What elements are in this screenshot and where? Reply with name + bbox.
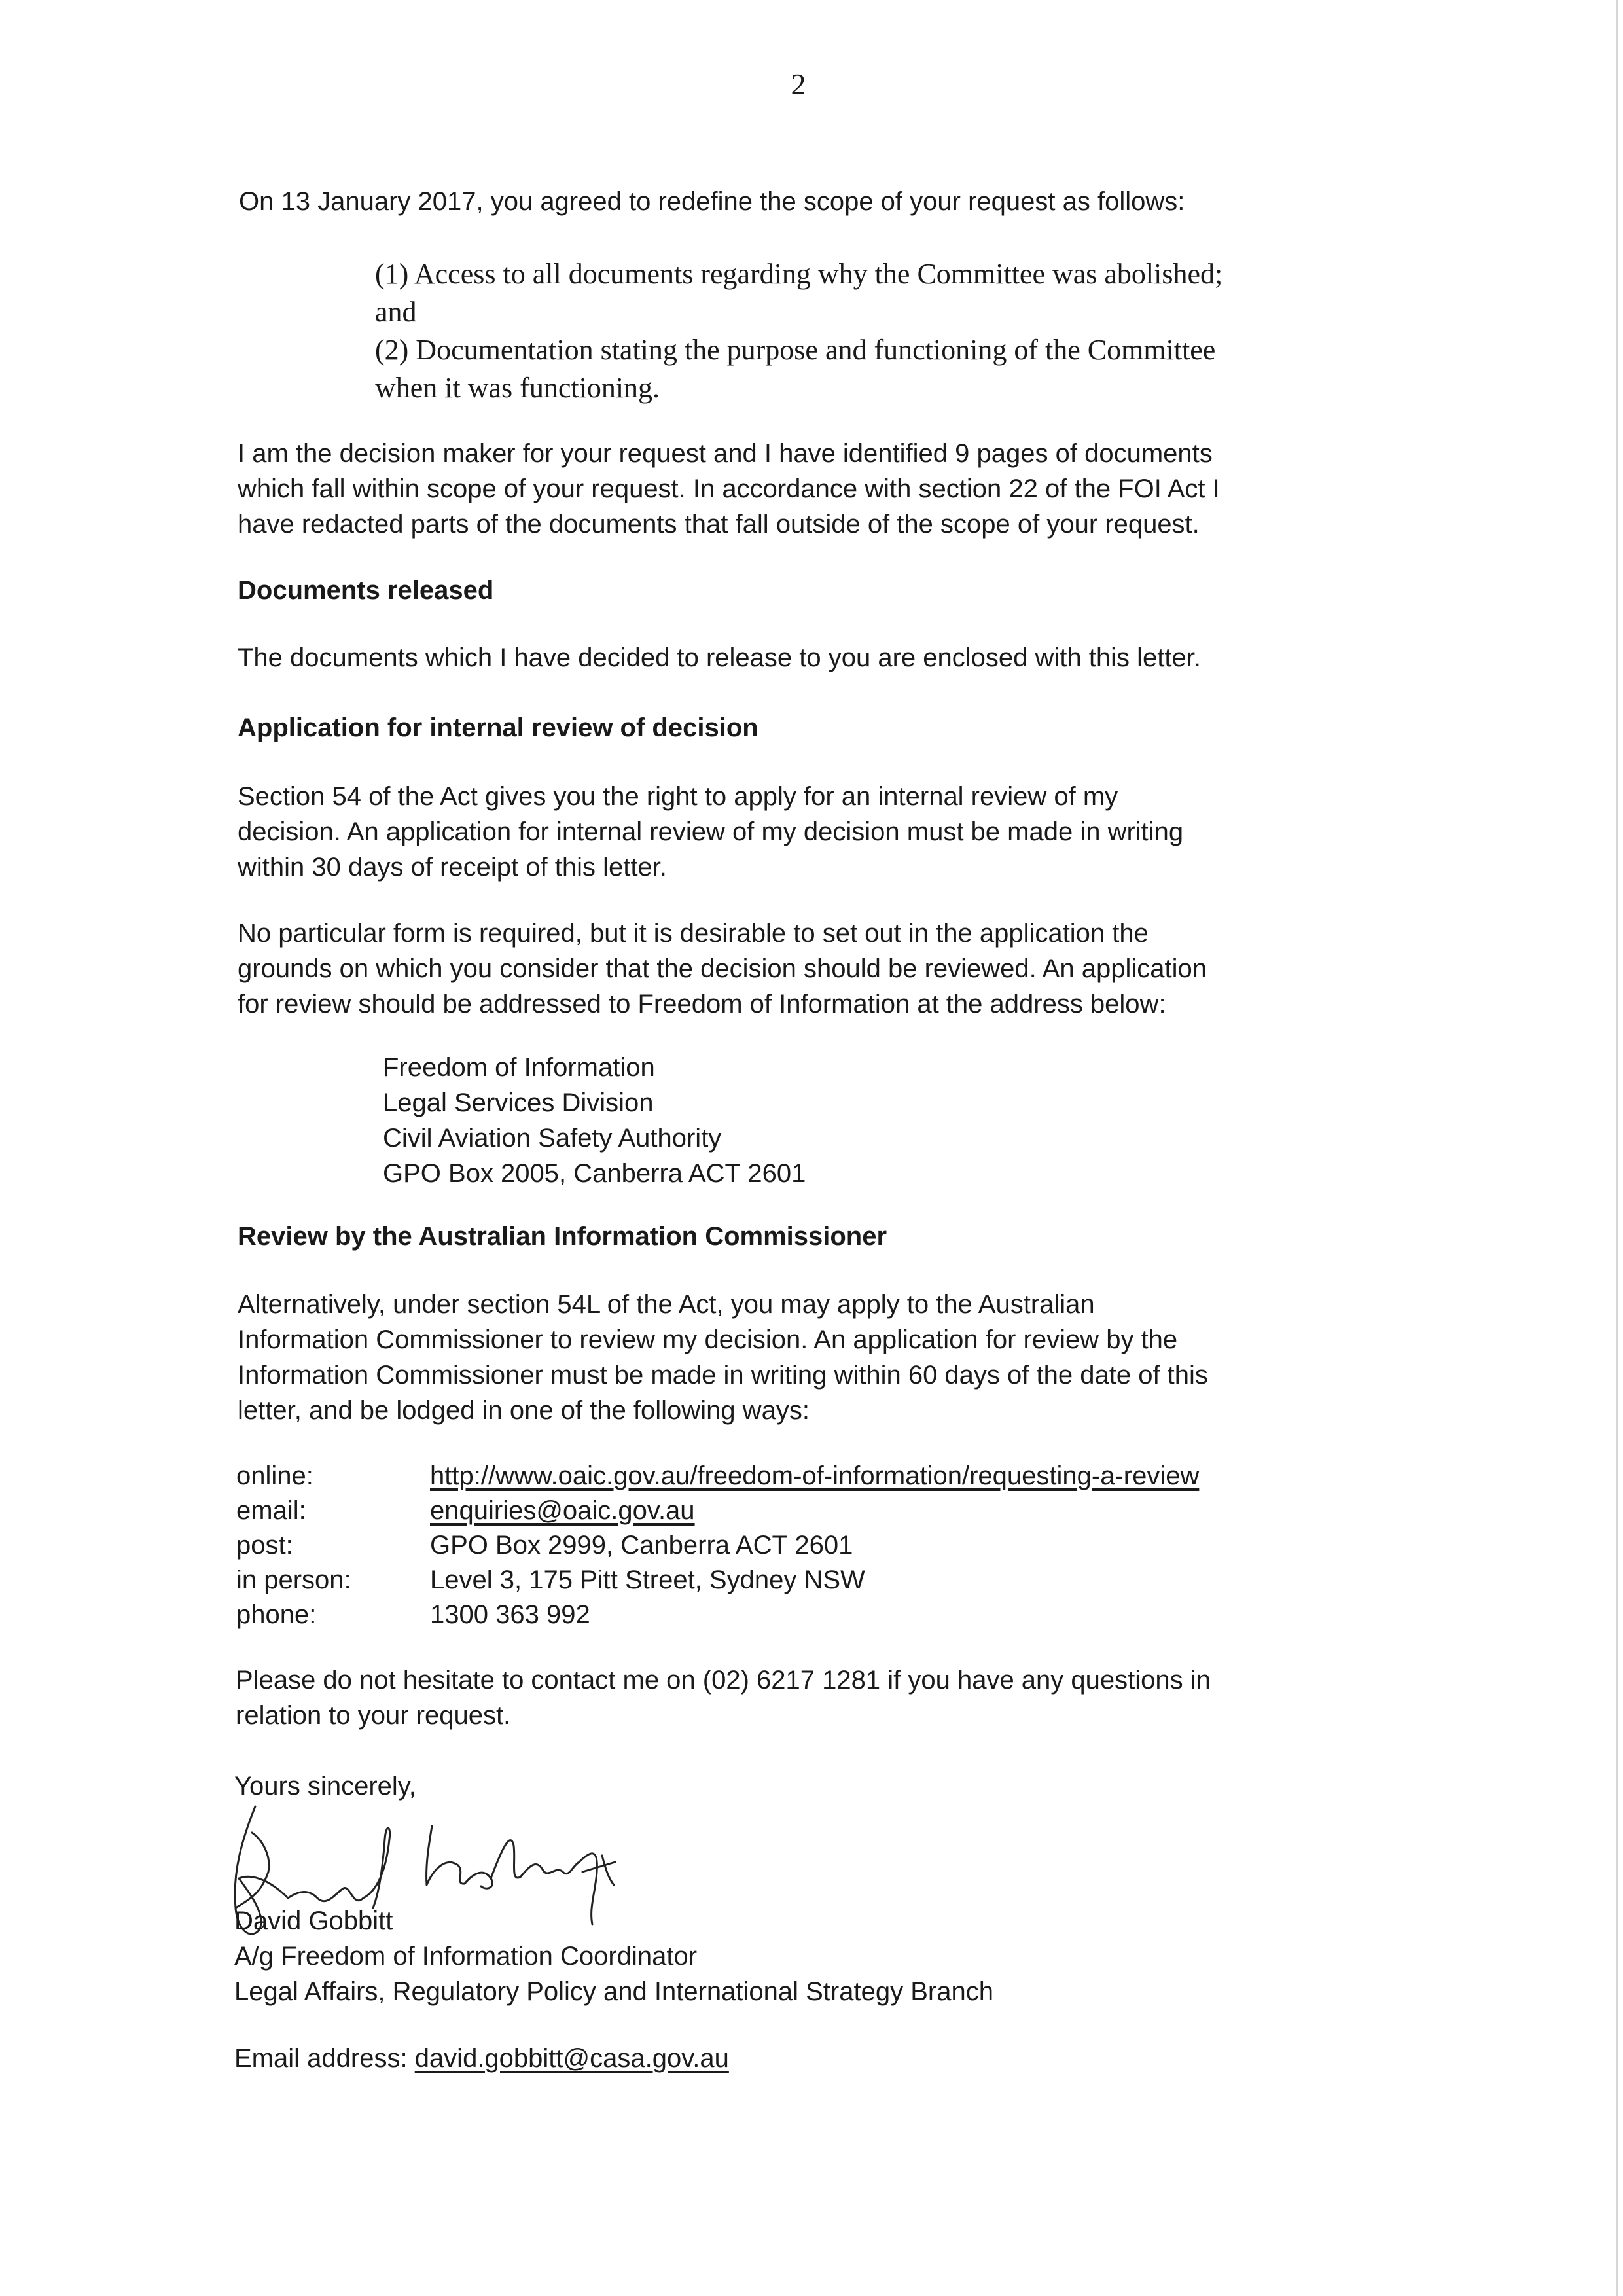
oaic-review-link[interactable]: http://www.oaic.gov.au/freedom-of-information/requesting-a-review bbox=[430, 1462, 1200, 1490]
signatory-branch: Legal Affairs, Regulatory Policy and International Strategy Branch bbox=[234, 1977, 993, 2006]
foi-address-block bbox=[383, 1050, 806, 1191]
scope-item-2: (2) Documentation stating the purpose and functioning of the Committee bbox=[375, 334, 1216, 366]
page-number: 2 bbox=[791, 67, 806, 101]
scope-item-and: and bbox=[375, 296, 417, 328]
internal-review-p2-line-2: grounds on which you consider that the decision should be reviewed. An application bbox=[238, 954, 1207, 983]
signatory-title: A/g Freedom of Information Coordinator bbox=[234, 1942, 698, 1971]
internal-review-paragraph-2 bbox=[238, 916, 1207, 1022]
foi-address-line-1: Freedom of Information bbox=[383, 1053, 655, 1082]
commissioner-line-2: Information Commissioner to review my decision. An application for review by the bbox=[238, 1325, 1178, 1354]
foi-address-line-2: Legal Services Division bbox=[383, 1088, 654, 1117]
documents-released-heading: Documents released bbox=[238, 576, 494, 605]
scope-item-1: (1) Access to all documents regarding why the Committee was abolished; bbox=[375, 258, 1223, 290]
contact-label-post: post: bbox=[236, 1531, 293, 1560]
decision-line-1: I am the decision maker for your request and I have identified 9 pages of documents bbox=[238, 439, 1213, 468]
internal-review-p2-line-1: No particular form is required, but it is desirable to set out in the application the bbox=[238, 919, 1149, 948]
closing-line-2: relation to your request. bbox=[236, 1701, 511, 1730]
internal-review-p2-line-3: for review should be addressed to Freedom of Information at the address below: bbox=[238, 990, 1166, 1018]
closing-line-1: Please do not hesitate to contact me on (02) 6217 1281 if you have any questions in bbox=[236, 1666, 1211, 1695]
page-edge-line bbox=[1616, 0, 1618, 2296]
email-link[interactable]: david.gobbitt@casa.gov.au bbox=[414, 2044, 729, 2073]
internal-review-paragraph-1 bbox=[238, 779, 1183, 885]
signatory-name: David Gobbitt bbox=[234, 1907, 393, 1935]
decision-line-2: which fall within scope of your request. In accordance with section 22 of the FOI Act I bbox=[238, 475, 1220, 503]
documents-released-text: The documents which I have decided to release to you are enclosed with this letter. bbox=[238, 643, 1201, 672]
oaic-email-link[interactable]: enquiries@oaic.gov.au bbox=[430, 1496, 695, 1525]
commissioner-review-paragraph bbox=[238, 1287, 1208, 1428]
decision-line-3: have redacted parts of the documents that fall outside of the scope of your request. bbox=[238, 510, 1200, 539]
decision-paragraph bbox=[238, 436, 1220, 542]
commissioner-review-heading: Review by the Australian Information Commissioner bbox=[238, 1222, 887, 1251]
contact-value-phone: 1300 363 992 bbox=[430, 1600, 590, 1629]
foi-address-line-4: GPO Box 2005, Canberra ACT 2601 bbox=[383, 1159, 806, 1188]
scope-item-2-cont: when it was functioning. bbox=[375, 372, 660, 404]
contact-label-email: email: bbox=[236, 1496, 306, 1525]
closing-paragraph bbox=[236, 1662, 1211, 1733]
contact-label-online: online: bbox=[236, 1462, 313, 1490]
scope-list bbox=[375, 255, 1222, 407]
contact-label-phone: phone: bbox=[236, 1600, 317, 1629]
email-row bbox=[234, 2041, 729, 2076]
foi-address-line-3: Civil Aviation Safety Authority bbox=[383, 1124, 722, 1153]
internal-review-p1-line-2: decision. An application for internal review of my decision must be made in writing bbox=[238, 817, 1184, 846]
intro-paragraph: On 13 January 2017, you agreed to redefine the scope of your request as follows: bbox=[239, 187, 1185, 216]
contact-label-in-person: in person: bbox=[236, 1566, 351, 1594]
commissioner-line-1: Alternatively, under section 54L of the Act, you may apply to the Australian bbox=[238, 1290, 1095, 1319]
contact-value-in-person: Level 3, 175 Pitt Street, Sydney NSW bbox=[430, 1566, 865, 1594]
internal-review-p1-line-1: Section 54 of the Act gives you the right to apply for an internal review of my bbox=[238, 782, 1118, 811]
signoff: Yours sincerely, bbox=[234, 1772, 416, 1801]
commissioner-line-3: Information Commissioner must be made in writing within 60 days of the date of this bbox=[238, 1361, 1208, 1390]
internal-review-heading: Application for internal review of decision bbox=[238, 713, 758, 742]
contact-table bbox=[236, 1458, 1349, 1635]
internal-review-p1-line-3: within 30 days of receipt of this letter. bbox=[238, 853, 667, 882]
email-label: Email address: bbox=[234, 2044, 408, 2073]
signature-block bbox=[234, 1903, 993, 2009]
contact-value-post: GPO Box 2999, Canberra ACT 2601 bbox=[430, 1531, 853, 1560]
commissioner-line-4: letter, and be lodged in one of the following ways: bbox=[238, 1396, 810, 1425]
